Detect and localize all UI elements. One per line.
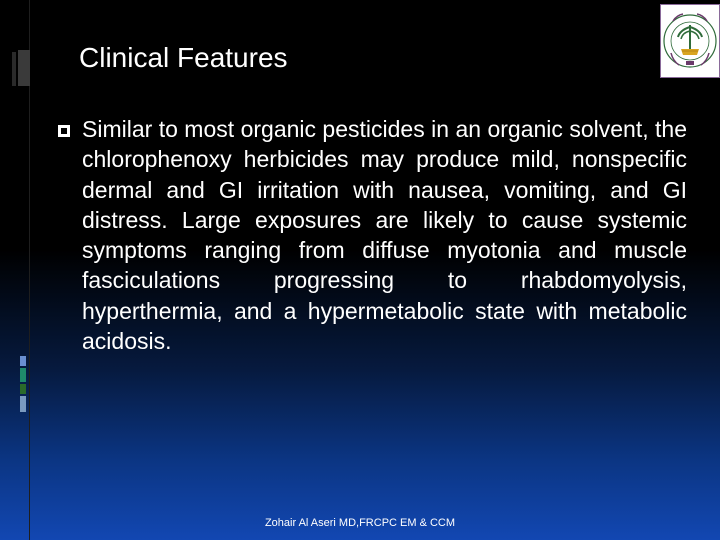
title-accent-bar-thin [12, 52, 16, 86]
square-bullet-icon [57, 124, 71, 138]
side-mark-light-blue [20, 396, 26, 412]
bullet-text: Similar to most organic pesticides in an organic solvent, the chlorophenoxy herbicides may produce mild, nonspecific dermal and GI irritation with nausea, vomiting, and GI distress. Large exposures are likely to cause systemic symptoms ranging from diffuse myotonia and muscle fasciculations progressing to rhabdomyolysis, hyperthermia, and a hypermetabolic state with metabolic acidosis. [82, 116, 687, 355]
title-accent-bar [18, 50, 30, 86]
university-emblem-logo [660, 4, 720, 78]
footer-text: Zohair Al Aseri MD,FRCPC EM & CCM [264, 517, 456, 529]
side-mark-blue [20, 356, 26, 366]
bullet-item [57, 114, 687, 356]
slide-title: Clinical Features [79, 42, 288, 73]
side-mark-teal [20, 368, 26, 382]
bullet-list [57, 114, 687, 356]
side-mark-green [20, 384, 26, 394]
